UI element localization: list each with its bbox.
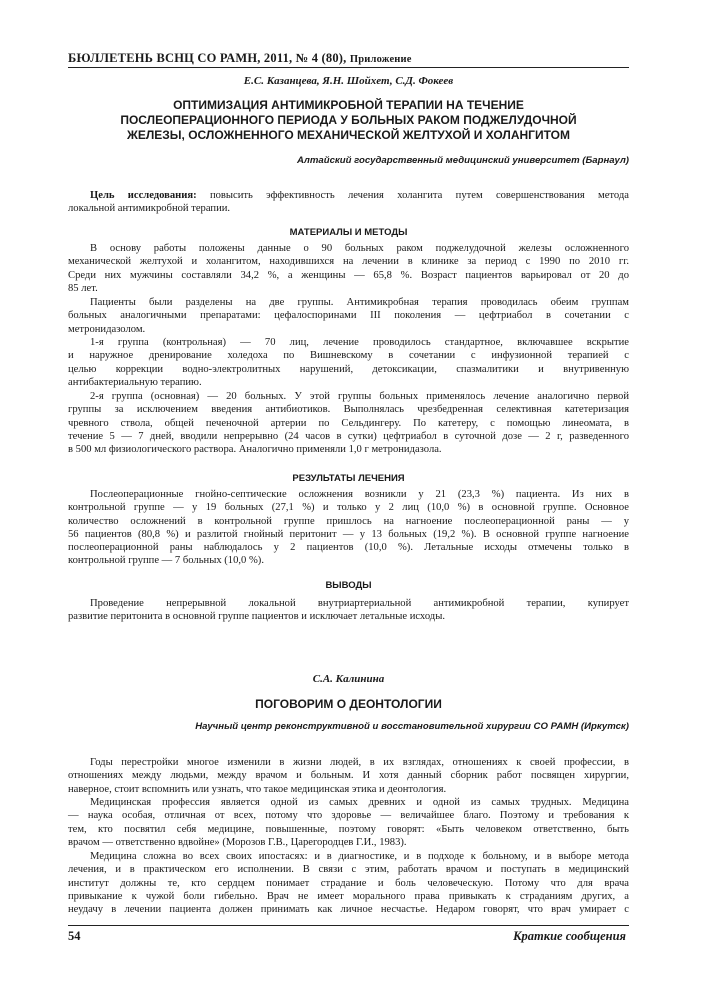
- goal-text: повысить эффективность лечения холангита путем совершенствования метода: [209, 190, 629, 201]
- text-line: Годы перестройки многое изменили в жизни людей, в их взглядах, отношениях к своей профессии, в: [90, 757, 629, 768]
- article2-paragraph-1: [68, 756, 629, 796]
- text-line: лечения, и в практическом его исполнении. В связи с этим, работать врачом и поступать в медицинский: [68, 864, 629, 876]
- text-line: течение 5 — 7 дней, вводили непрерывно (24 часов в сутки) цефтриабол в суточной дозе — 2 г, разведенного: [68, 430, 629, 442]
- article1-title-line: ЖЕЛЕЗЫ, ОСЛОЖНЕННОГО МЕХАНИЧЕСКОЙ ЖЕЛТУХОЙ И ХОЛАНГИТОМ: [127, 128, 570, 142]
- article1-affiliation: Алтайский государственный медицинский университет (Барнаул): [296, 155, 629, 166]
- text-line: механической желтухой и холангитом, находившихся на лечении в клинике за период с 1990 по 2010 гг.: [68, 256, 629, 268]
- journal-header: [68, 51, 628, 66]
- text-line: Среди них мужчины составляли 34,2 %, а женщины — 65,8 %. Возраст пациентов варьировал от 20 до: [68, 269, 629, 281]
- goal-line: [68, 189, 629, 202]
- text-line: — наука особая, отличная от всех, потому что здоровье — величайшее благо. Поэтому и требования к: [68, 810, 629, 822]
- article2-authors: С.А. Калинина: [312, 673, 385, 685]
- footer-rule: [68, 925, 629, 926]
- text-line: 56 пациентов (80,8 %) и разлитой гнойный перитонит — у 13 больных (19,2 %). В основной группе нагноение: [68, 528, 629, 540]
- text-line: 1-я группа (контрольная) — 70 лиц, лечение проводилось стандартное, включавшее вскрытие: [90, 337, 629, 348]
- methods-paragraph-3: [68, 336, 629, 389]
- article1-title: [68, 98, 629, 143]
- results-paragraph: [68, 488, 629, 568]
- text-line: целью коррекции водно-электролитных нарушений, детоксикации, спазмалитики и внутривенную: [68, 363, 629, 375]
- text-line: Пациенты были разделены на две группы. Антимикробная терапия проводилась обеим группам: [90, 297, 629, 308]
- text-line: институт должны те, кто сердцем понимает страдание и боль человеческую. Потому что для врача: [68, 877, 629, 889]
- article1-authors: Е.С. Казанцева, Я.Н. Шойхет, С.Д. Фокеев: [243, 75, 454, 87]
- text-line: отношениях между людьми, между врачом и больным. И хотя данный сборник работ посвящен хирургии,: [68, 770, 629, 782]
- journal-title: БЮЛЛЕТЕНЬ ВСНЦ СО РАМН, 2011, № 4 (80),: [68, 51, 347, 65]
- text-line: и наружное дренирование холедоха по Вишневскому в сочетании с инфузионной терапией с: [68, 350, 629, 362]
- text-line: антибактериальную терапию.: [68, 376, 202, 388]
- conclusions-heading: ВЫВОДЫ: [325, 580, 372, 591]
- header-rule: [68, 67, 629, 68]
- text-line: метронидазолом.: [68, 323, 146, 335]
- text-line: 85 лет.: [68, 282, 98, 294]
- text-line: контрольной группе — у 19 больных (27,1 %) и только у 2 лиц (10,0 %) в основной группе. Основное: [68, 502, 629, 514]
- article1-title-line: ПОСЛЕОПЕРАЦИОННОГО ПЕРИОДА У БОЛЬНЫХ РАКОМ ПОДЖЕЛУДОЧНОЙ: [120, 113, 577, 127]
- page-number: 54: [68, 929, 81, 943]
- text-line: группы за исключением введения антибиотиков. Выполнялась чрезбедренная селективная катетеризация: [68, 404, 629, 416]
- text-line: количество осложнений в контрольной группе пришлось на нагноение послеоперационной раны — у: [68, 515, 629, 527]
- methods-paragraph-2: [68, 296, 629, 336]
- text-line: Послеоперационные гнойно-септические осложнения возникли у 21 (23,3 %) пациента. Из них в: [90, 489, 629, 500]
- article2-paragraph-3: [68, 850, 629, 916]
- methods-heading: МАТЕРИАЛЫ И МЕТОДЫ: [289, 227, 408, 238]
- text-line: Проведение непрерывной локальной внутриартериальной антимикробной терапии, купирует: [90, 598, 629, 609]
- text-line: Медицина сложна во всех своих ипостасях: и в диагностике, и в подходе к больному, и в выборе метода: [90, 851, 629, 862]
- text-line: развитие перитонита в основной группе пациентов и исключает летальные исходы.: [68, 611, 445, 623]
- article1-title-line: ОПТИМИЗАЦИЯ АНТИМИКРОБНОЙ ТЕРАПИИ НА ТЕЧЕНИЕ: [173, 98, 524, 112]
- text-line: больных аналогичными препаратами: цефалоспоринами III поколения — цефтриабол в сочетании с: [68, 310, 629, 322]
- text-line: врачом — ответственно вдвойне» (Морозов Г.В., Царегородцев Г.И., 1983).: [68, 836, 407, 848]
- goal-label: Цель исследования:: [90, 190, 197, 201]
- text-line: послеоперационной раны наблюдалось у 2 пациентов (10,0 %). Летальные исходы отмечены только в: [68, 542, 629, 554]
- article2-title: ПОГОВОРИМ О ДЕОНТОЛОГИИ: [255, 697, 442, 711]
- goal-line: локальной антимикробной терапии.: [68, 203, 231, 215]
- text-line: в 500 мл физиологического раствора. Аналогично применяли 1,0 г метронидазола.: [68, 444, 442, 456]
- conclusions-paragraph: [68, 597, 629, 624]
- text-line: неудачу в лечении пациента должен принимать как личное несчастье. Недаром говорят, что врач умирает с: [68, 904, 629, 916]
- journal-supplement: Приложение: [349, 54, 412, 65]
- text-line: контрольной группе — 7 больных (10,0 %).: [68, 555, 264, 567]
- methods-paragraph-1: [68, 242, 629, 295]
- article2-paragraph-2: [68, 796, 629, 849]
- text-line: тем, кто посвятил себя медицине, повышенные, поэтому говорят: «Быть человеком ответственно, быть: [68, 823, 629, 835]
- section-name: Краткие сообщения: [513, 929, 626, 943]
- text-line: Медицинская профессия является одной из самых древних и одной из самых трудных. Медицина: [90, 797, 629, 808]
- text-line: 2-я группа (основная) — 20 больных. У этой группы больных применялось лечение аналогично первой: [90, 391, 629, 402]
- article2-affiliation: Научный центр реконструктивной и восстановительной хирургии СО РАМН (Иркутск): [195, 721, 629, 732]
- methods-paragraph-4: [68, 390, 629, 456]
- results-heading: РЕЗУЛЬТАТЫ ЛЕЧЕНИЯ: [292, 473, 405, 484]
- text-line: наверное, стоит вспомнить или узнать, что такое медицинская этика и деонтология.: [68, 783, 447, 795]
- text-line: чревного ствола, общей печеночной артерии по Сельдингеру. По катетеру, с помощью линеомата, в: [68, 417, 629, 429]
- article1-goal: [68, 189, 629, 216]
- text-line: В основу работы положены данные о 90 больных раком поджелудочной железы осложненного: [90, 243, 629, 254]
- text-line: привыкание к чужой боли гибельно. Врач не имеет морального права привыкать к страданиям других, а: [68, 890, 629, 902]
